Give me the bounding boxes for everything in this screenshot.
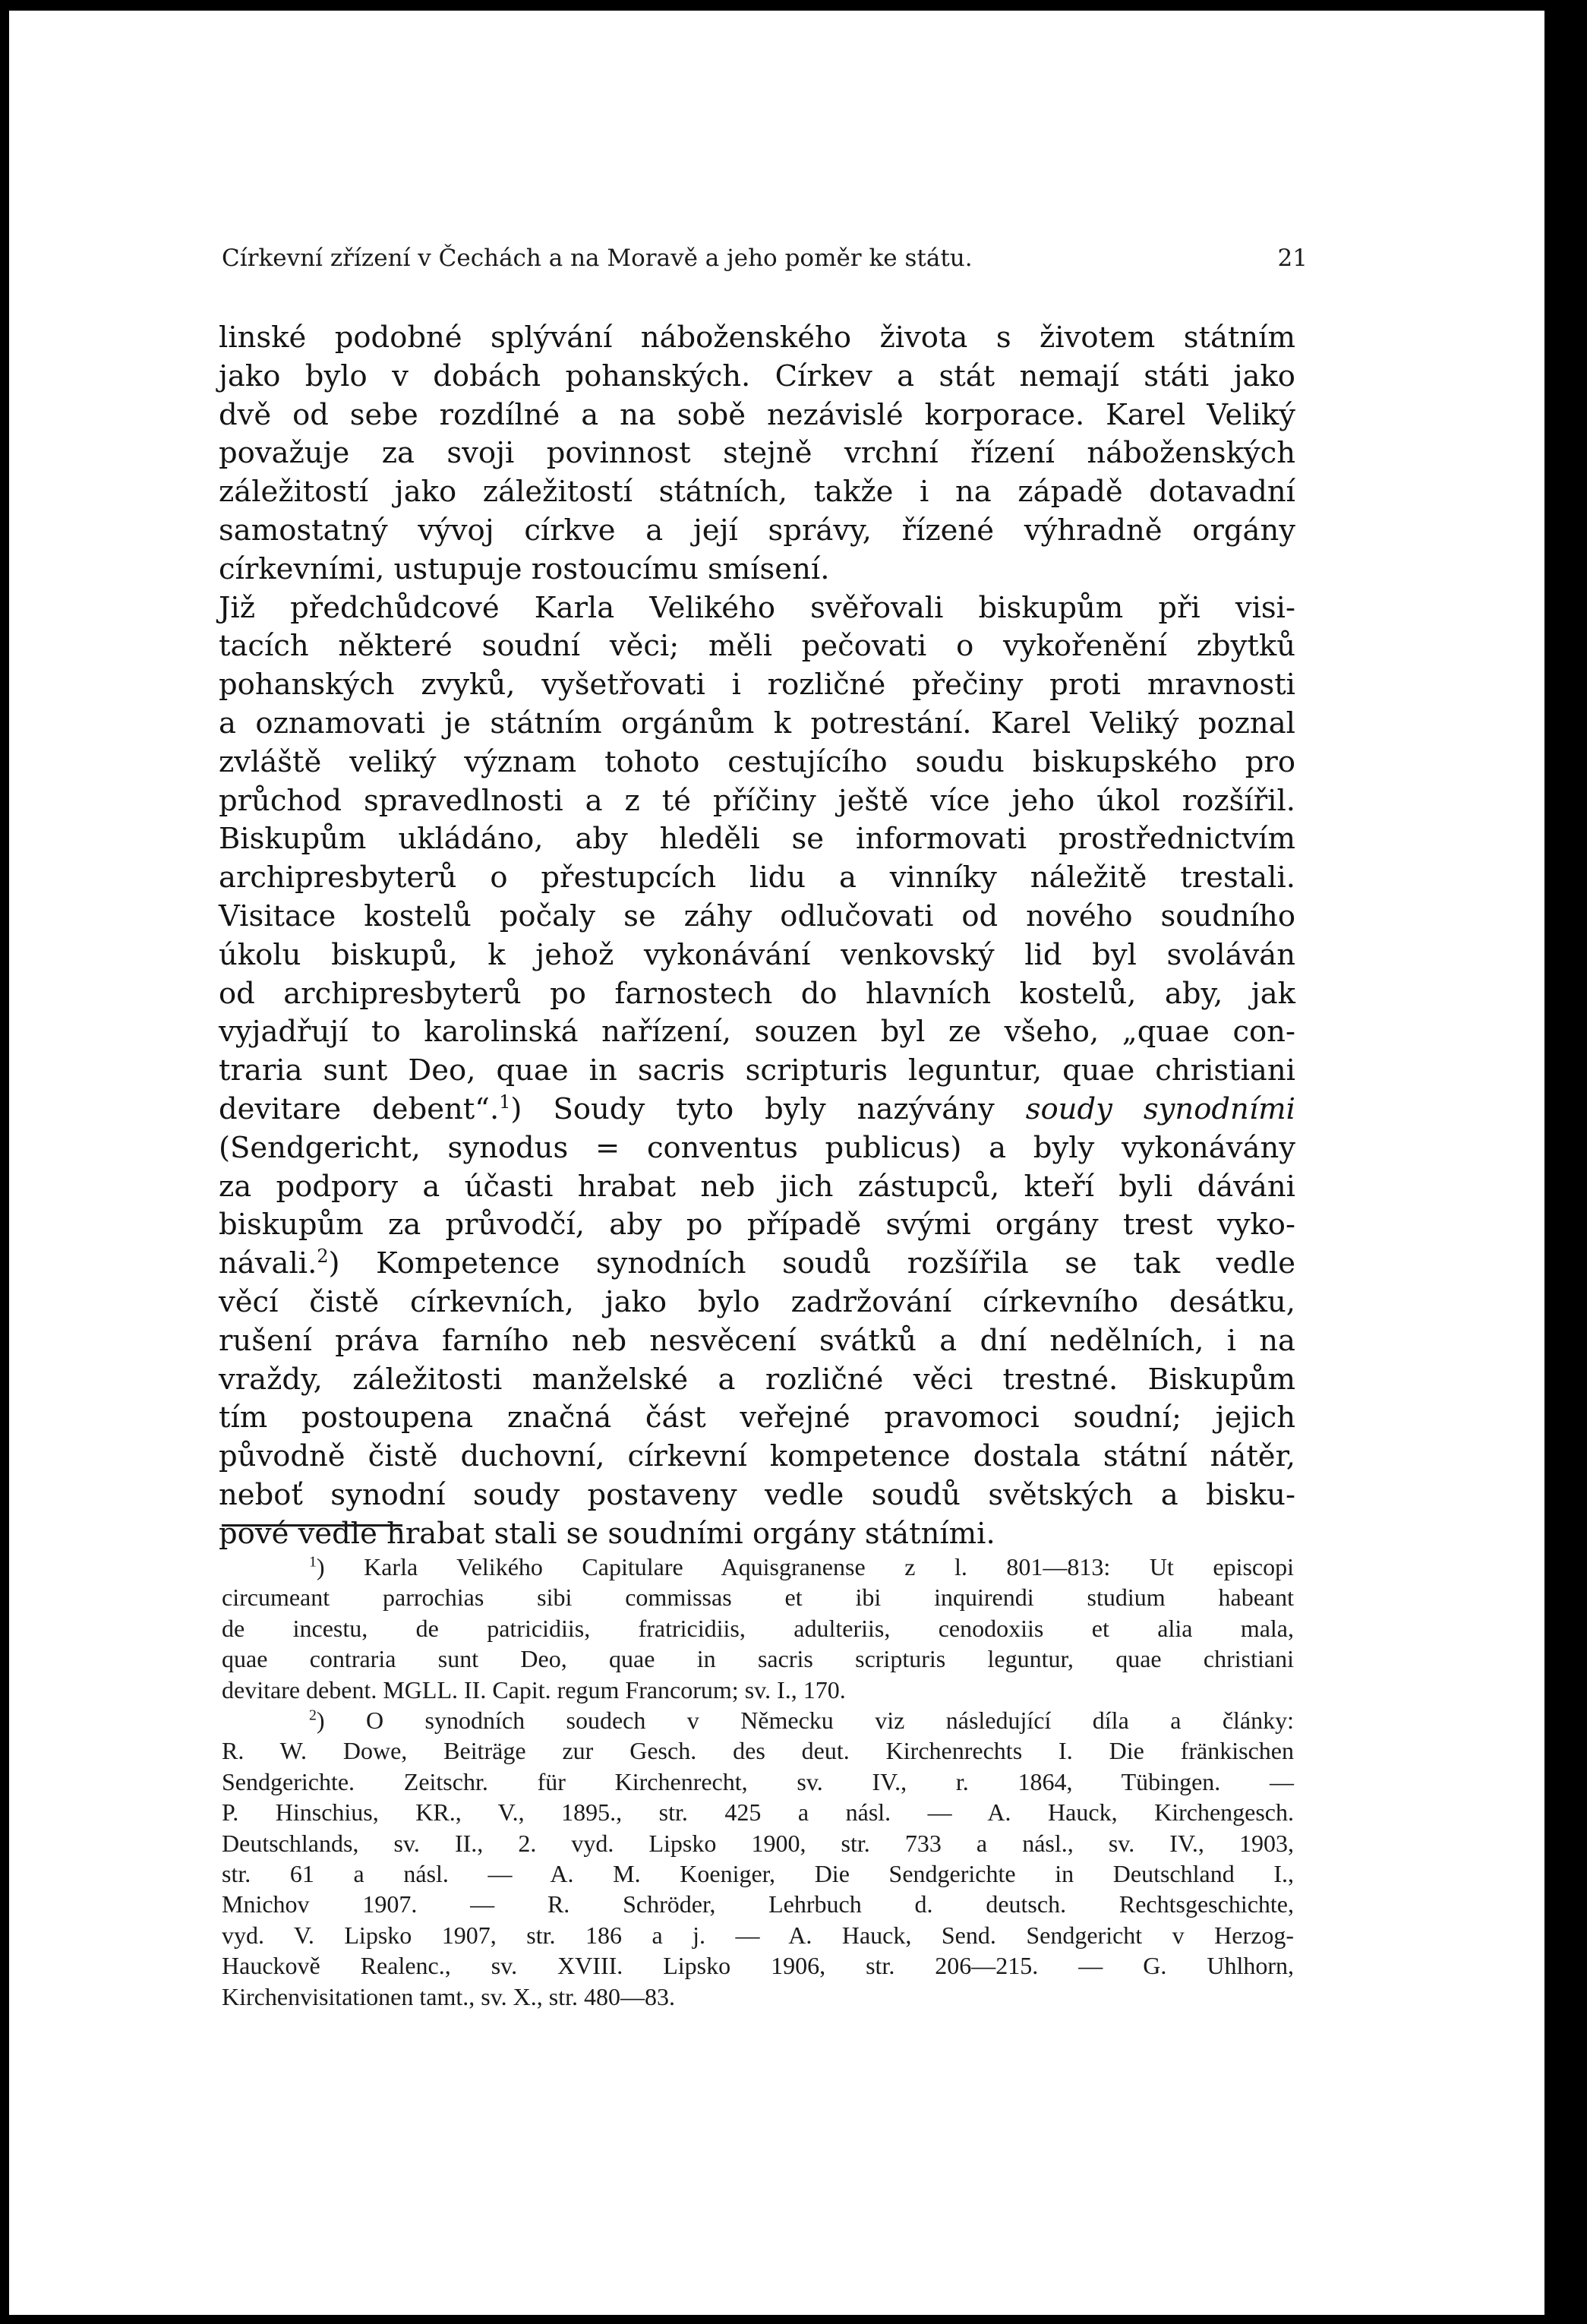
text-fragment: ) Kompetence synodních soudů rozšířila se tak vedle <box>328 1246 1295 1281</box>
text-line: od archipresbyterů po farnostech do hlavních kostelů, aby, jak <box>219 976 1295 1011</box>
footnote-ref-2[interactable]: 2 <box>317 1246 329 1268</box>
footnote-divider <box>222 1524 402 1527</box>
text-line: tacích některé soudní věci; měli pečovati o vykořenění zbytků <box>219 629 1295 664</box>
footnote-line: de incestu, de patricidiis, fratricidiis, adulteriis, cenodoxiis et alia mala, <box>222 1614 1294 1642</box>
footnote-line: devitare debent. MGLL. II. Capit. regum Francorum; sv. I., 170. <box>222 1675 846 1704</box>
main-text <box>219 319 1295 1554</box>
text-fragment: návali. <box>219 1246 317 1281</box>
text-line: samostatný vývoj církve a její správy, řízené výhradně orgány <box>219 513 1295 548</box>
footnote-line: Hauckově Realenc., sv. XVIII. Lipsko 1906, str. 206—215. — G. Uhlhorn, <box>222 1952 1294 1980</box>
footnote-marker: 2 <box>309 1707 317 1724</box>
text-line: (Sendgericht, synodus = conventus publicus) a byly vykonávány <box>219 1130 1295 1165</box>
text-line: pohanských zvyků, vyšetřovati i rozličné přečiny proti mravnosti <box>219 668 1295 703</box>
text-line: rušení práva farního neb nesvěcení svátků a dní nedělních, i na <box>219 1323 1295 1358</box>
text-line: tím postoupena značná část veřejné pravomoci soudní; jejich <box>219 1400 1295 1435</box>
text-fragment: ) Soudy tyto byly nazývány <box>510 1091 1026 1126</box>
text-line: záležitostí jako záležitostí státních, takže i na západě dotavadní <box>219 475 1295 510</box>
footnote-1 <box>222 1552 1294 1705</box>
text-line: vraždy, záležitosti manželské a rozličné věci trestné. Biskupům <box>219 1362 1295 1397</box>
text-line: věcí čistě církevních, jako bylo zadržování církevního desátku, <box>219 1284 1295 1319</box>
text-line: Již předchůdcové Karla Velikého svěřovali biskupům při visi- <box>219 590 1295 625</box>
footnote-line: Kirchenvisitationen tamt., sv. X., str. 480—83. <box>222 1982 675 2010</box>
footnotes <box>222 1552 1294 2012</box>
footnote-2 <box>222 1705 1294 2012</box>
footnote-ref-1[interactable]: 1 <box>499 1091 511 1113</box>
text-fragment: devitare debent“. <box>219 1091 500 1126</box>
text-line <box>219 1245 1295 1284</box>
footnote-line: quae contraria sunt Deo, quae in sacris scripturis leguntur, quae christiani <box>222 1645 1294 1673</box>
text-line: biskupům za průvodčí, aby po případě svými orgány trest vyko- <box>219 1208 1295 1243</box>
text-fragment: ) Karla Velikého Capitulare Aquisgranense z l. 801—813: Ut episcopi <box>316 1553 1294 1580</box>
footnote-marker: 1 <box>309 1553 317 1571</box>
footnote-line: vyd. V. Lipsko 1907, str. 186 a j. — A. Hauck, Send. Sendgericht v Herzog- <box>222 1921 1294 1949</box>
footnote-line <box>222 1552 1294 1582</box>
text-line: pové vedle hrabat stali se soudními orgány státními. <box>219 1516 995 1551</box>
text-line: vyjadřují to karolinská nařízení, souzen byl ze všeho, „quae con- <box>219 1015 1295 1050</box>
footnote-line <box>222 1705 1294 1735</box>
text-line: za podpory a účasti hrabat neb jich zástupců, kteří byli dáváni <box>219 1169 1295 1204</box>
emphasized-term: soudy synodními <box>1025 1091 1295 1126</box>
footnote-line: P. Hinschius, KR., V., 1895., str. 425 a násl. — A. Hauck, Kirchengesch. <box>222 1798 1294 1827</box>
running-title: Církevní zřízení v Čechách a na Moravě a jeho poměr ke státu. <box>222 245 973 272</box>
footnote-line: Sendgerichte. Zeitschr. für Kirchenrecht, sv. IV., r. 1864, Tübingen. — <box>222 1767 1294 1795</box>
footnote-line: circumeant parrochias sibi commissas et ibi inquirendi studium habeant <box>222 1584 1294 1612</box>
text-line: považuje za svoji povinnost stejně vrchní řízení náboženských <box>219 436 1295 471</box>
text-line: archipresbyterů o přestupcích lidu a vinníky náležitě trestali. <box>219 860 1295 895</box>
text-line <box>219 1091 1295 1129</box>
footnote-line: R. W. Dowe, Beiträge zur Gesch. des deut. Kirchenrechts I. Die fränkischen <box>222 1737 1294 1765</box>
text-line: úkolu biskupů, k jehož vykonávání venkovský lid byl svoláván <box>219 937 1295 972</box>
page-number: 21 <box>1277 245 1308 272</box>
footnote-line: Mnichov 1907. — R. Schröder, Lehrbuch d. deutsch. Rechtsgeschichte, <box>222 1890 1294 1918</box>
footnote-line: str. 61 a násl. — A. M. Koeniger, Die Sendgerichte in Deutschland I., <box>222 1860 1294 1888</box>
running-header <box>222 245 1308 272</box>
text-line: průchod spravedlnosti a z té příčiny ještě více jeho úkol rozšířil. <box>219 783 1295 818</box>
text-fragment: ) O synodních soudech v Německu viz následující díla a články: <box>316 1707 1294 1735</box>
book-page <box>9 11 1544 2315</box>
text-line: linské podobné splývání náboženského života s životem státním <box>219 320 1295 355</box>
text-line: zvláště veliký význam tohoto cestujícího soudu biskupského pro <box>219 744 1295 779</box>
text-line: jako bylo v dobách pohanských. Církev a stát nemají státi jako <box>219 358 1295 393</box>
text-line: traria sunt Deo, quae in sacris scripturis leguntur, quae christiani <box>219 1053 1295 1088</box>
footnote-line: Deutschlands, sv. II., 2. vyd. Lipsko 1900, str. 733 a násl., sv. IV., 1903, <box>222 1829 1294 1857</box>
text-line: původně čistě duchovní, církevní kompetence dostala státní nátěr, <box>219 1439 1295 1474</box>
text-line: a oznamovati je státním orgánům k potrestání. Karel Veliký poznal <box>219 706 1295 740</box>
text-line: dvě od sebe rozdílné a na sobě nezávislé korporace. Karel Veliký <box>219 397 1295 432</box>
text-line: církevními, ustupuje rostoucímu smísení. <box>219 551 830 586</box>
text-line: Visitace kostelů počaly se záhy odlučovati od nového soudního <box>219 898 1295 933</box>
text-line: Biskupům ukládáno, aby hleděli se informovati prostřednictvím <box>219 822 1295 857</box>
text-line: neboť synodní soudy postaveny vedle soudů světských a bisku- <box>219 1477 1295 1512</box>
